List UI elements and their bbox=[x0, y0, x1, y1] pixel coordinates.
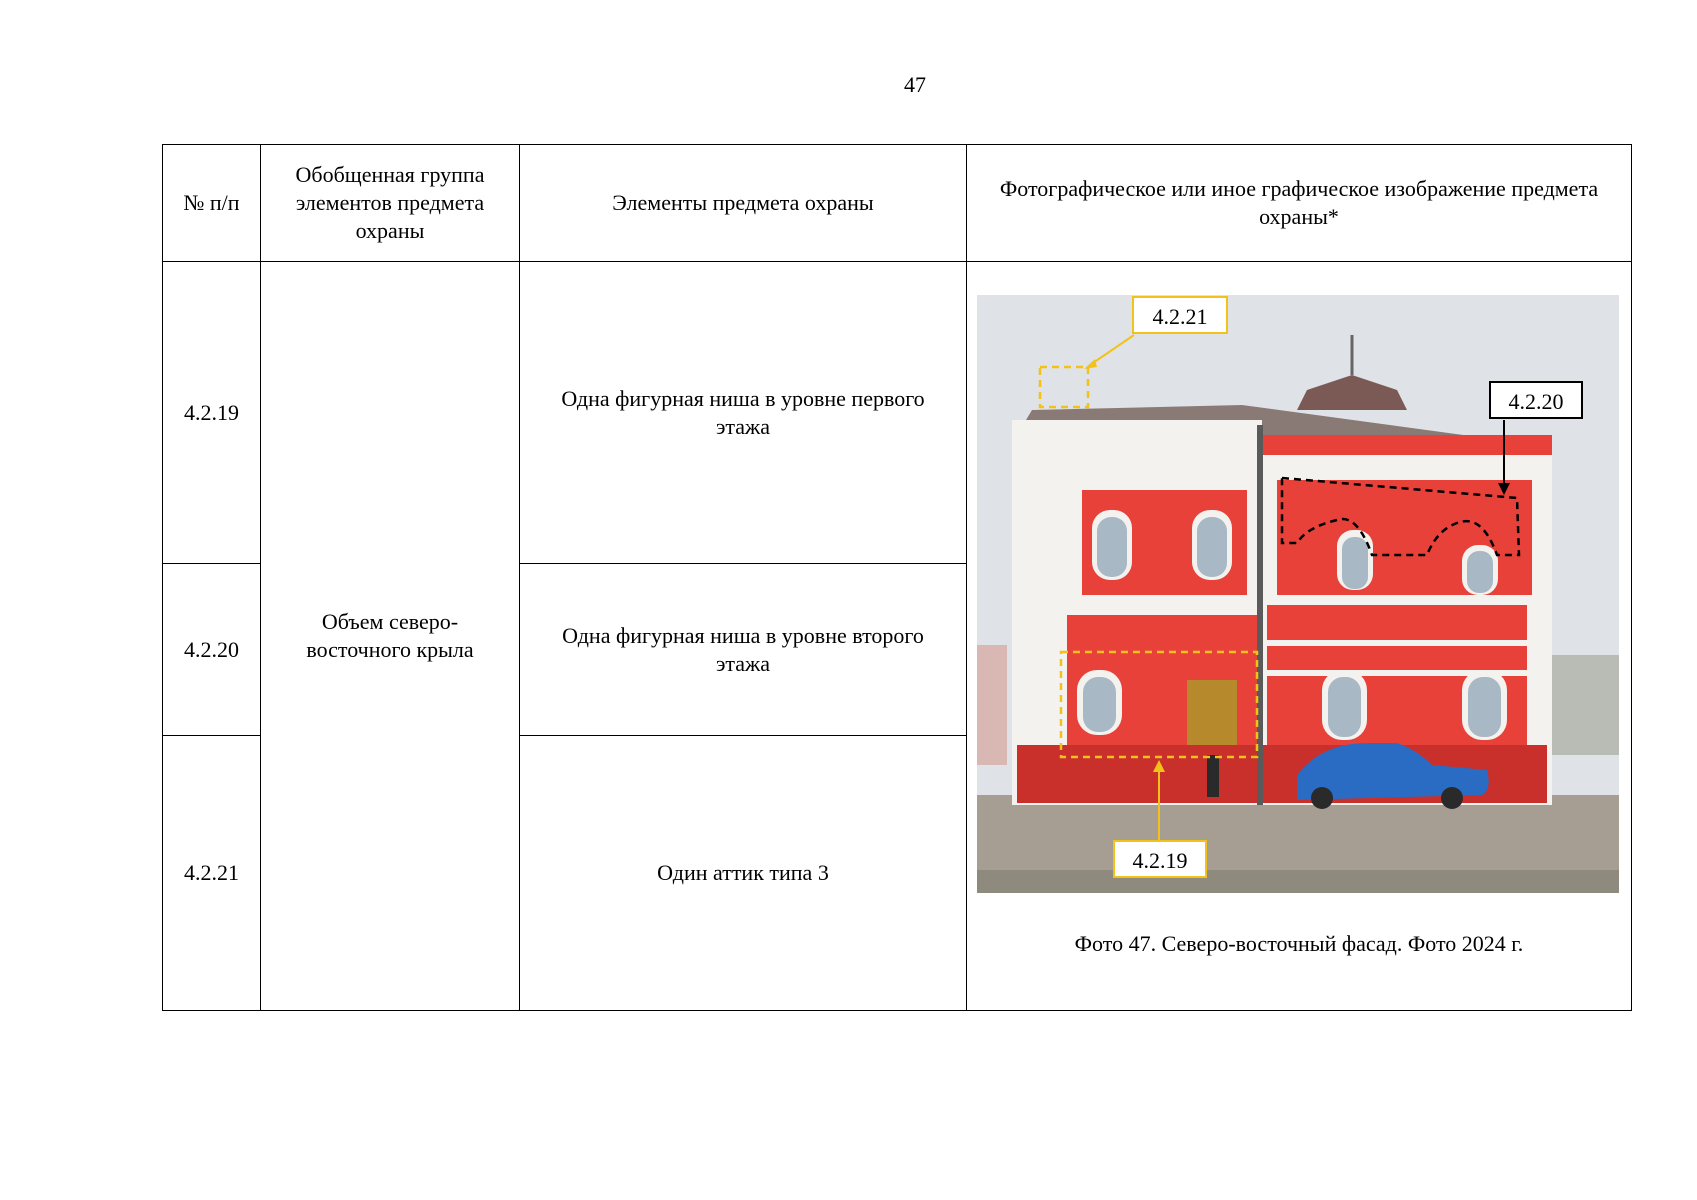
facade-photo bbox=[977, 295, 1619, 893]
callout-4-2-21: 4.2.21 bbox=[1132, 296, 1228, 334]
header-elements: Элементы предмета охраны bbox=[520, 145, 967, 262]
photo-caption: Фото 47. Северо-восточный фасад. Фото 2024 г. bbox=[1074, 931, 1524, 956]
photo-cell bbox=[967, 262, 1632, 1011]
row-element: Одна фигурная ниша в уровне второго этажа bbox=[520, 564, 967, 736]
group-cell: Объем северо-восточного крыла bbox=[261, 262, 520, 1011]
page-number: 47 bbox=[904, 72, 926, 97]
row-element: Одна фигурная ниша в уровне первого этажа bbox=[520, 262, 967, 564]
header-row bbox=[163, 145, 1632, 262]
header-image: Фотографическое или иное графическое изображение предмета охраны* bbox=[967, 145, 1632, 262]
callout-4-2-20: 4.2.20 bbox=[1489, 381, 1583, 419]
row-element: Один аттик типа 3 bbox=[520, 736, 967, 1011]
row-num: 4.2.20 bbox=[163, 564, 261, 736]
protection-table bbox=[162, 144, 1632, 1011]
row-num: 4.2.19 bbox=[163, 262, 261, 564]
row-num: 4.2.21 bbox=[163, 736, 261, 1011]
header-group: Обобщенная группа элементов предмета охраны bbox=[261, 145, 520, 262]
header-num: № п/п bbox=[163, 145, 261, 262]
table-row bbox=[163, 262, 1632, 564]
callout-4-2-19: 4.2.19 bbox=[1113, 840, 1207, 878]
